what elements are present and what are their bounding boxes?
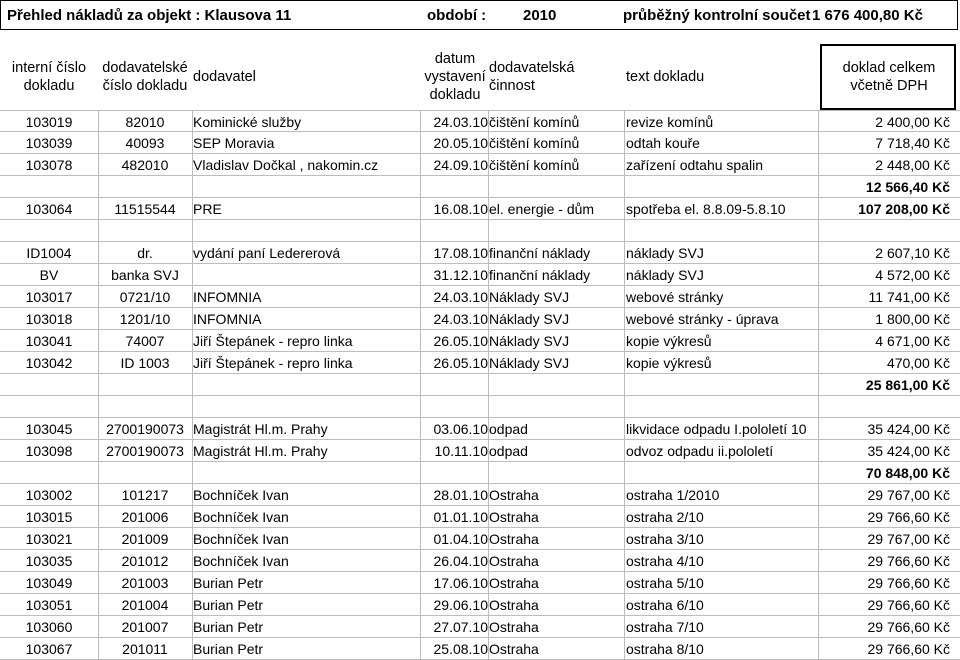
issue-date-cell: 24.09.10 [433, 157, 488, 173]
supplier-cell: Magistrát Hl.m. Prahy [193, 443, 328, 459]
supplier-activity-cell: čištění komínů [489, 157, 580, 173]
internal-number-cell: 103051 [25, 597, 73, 613]
doc-text-cell: náklady SVJ [626, 267, 704, 283]
internal-number-cell: 103035 [25, 553, 73, 569]
doc-total-cell: 25 861,00 Kč [865, 377, 950, 393]
internal-number-cell: 103098 [25, 443, 73, 459]
doc-text-cell: ostraha 4/10 [626, 553, 704, 569]
header-supplier-doc-number: dodavatelské číslo dokladu [102, 60, 188, 94]
supplier-activity-cell: Ostraha [489, 619, 539, 635]
internal-number-cell: 103021 [25, 531, 73, 547]
doc-total-cell: 2 607,10 Kč [875, 245, 950, 261]
period-value: 2010 [523, 7, 557, 24]
doc-total-cell: 7 718,40 Kč [875, 135, 950, 151]
supplier-doc-number-cell: 11515544 [114, 201, 176, 217]
doc-total-cell: 29 767,00 Kč [867, 531, 950, 547]
supplier-doc-number-cell: dr. [137, 245, 153, 261]
issue-date-cell: 25.08.10 [433, 641, 488, 657]
supplier-activity-cell: Ostraha [489, 509, 539, 525]
doc-total-cell: 29 766,60 Kč [867, 619, 950, 635]
doc-total-cell: 35 424,00 Kč [867, 443, 950, 459]
supplier-cell: INFOMNIA [193, 289, 262, 305]
supplier-cell: Magistrát Hl.m. Prahy [193, 421, 328, 437]
issue-date-cell: 31.12.10 [433, 267, 488, 283]
table-row [0, 440, 960, 462]
supplier-activity-cell: čištění komínů [489, 135, 580, 151]
supplier-cell: Bochníček Ivan [193, 531, 289, 547]
doc-total-cell: 2 400,00 Kč [875, 114, 950, 130]
supplier-doc-number-cell: 101217 [121, 487, 169, 503]
header-doc-text: text dokladu [626, 69, 705, 85]
issue-date-cell: 03.06.10 [433, 421, 488, 437]
internal-number-cell: 103015 [25, 509, 73, 525]
doc-text-cell: ostraha 6/10 [626, 597, 704, 613]
supplier-cell: Kominické služby [193, 114, 302, 130]
supplier-doc-number-cell: 201003 [121, 575, 169, 591]
supplier-activity-cell: Ostraha [489, 553, 539, 569]
doc-total-cell: 35 424,00 Kč [867, 421, 950, 437]
issue-date-cell: 27.07.10 [433, 619, 488, 635]
doc-total-cell: 29 766,60 Kč [867, 597, 950, 613]
supplier-doc-number-cell: banka SVJ [111, 267, 179, 283]
internal-number-cell: 103041 [25, 333, 73, 349]
column-divider [420, 110, 421, 660]
table-row [0, 418, 960, 440]
supplier-activity-cell: Náklady SVJ [489, 355, 570, 371]
supplier-activity-cell: čištění komínů [489, 114, 580, 130]
doc-total-cell: 2 448,00 Kč [875, 157, 950, 173]
subtotal-row [0, 176, 960, 198]
internal-number-cell: BV [39, 267, 59, 283]
internal-number-cell: 103060 [25, 619, 73, 635]
internal-number-cell: 103018 [25, 311, 73, 327]
table-row [0, 308, 960, 330]
supplier-cell: Vladislav Dočkal , nakomin.cz [193, 157, 379, 173]
supplier-activity-cell: odpad [489, 443, 528, 459]
supplier-activity-cell: finanční náklady [489, 267, 591, 283]
doc-text-cell: kopie výkresů [626, 333, 712, 349]
internal-number-cell: 103049 [25, 575, 73, 591]
supplier-activity-cell: Náklady SVJ [489, 333, 570, 349]
supplier-activity-cell: Náklady SVJ [489, 311, 570, 327]
doc-text-cell: náklady SVJ [626, 245, 704, 261]
doc-total-cell: 4 572,00 Kč [875, 267, 950, 283]
table-row [0, 220, 960, 242]
supplier-doc-number-cell: 482010 [121, 157, 169, 173]
issue-date-cell: 24.03.10 [433, 311, 488, 327]
supplier-cell: Bochníček Ivan [193, 487, 289, 503]
issue-date-cell: 28.01.10 [433, 487, 488, 503]
supplier-doc-number-cell: 0721/10 [119, 289, 171, 305]
table-row [0, 550, 960, 572]
issue-date-cell: 29.06.10 [433, 597, 488, 613]
supplier-doc-number-cell: 40093 [125, 135, 165, 151]
doc-text-cell: revize komínů [626, 114, 714, 130]
doc-text-cell: zařízení odtahu spalin [626, 157, 763, 173]
supplier-cell: Jiří Štepánek - repro linka [193, 333, 353, 349]
supplier-activity-cell: Ostraha [489, 597, 539, 613]
column-divider [818, 110, 819, 660]
table-row [0, 352, 960, 374]
supplier-activity-cell: el. energie - dům [489, 201, 595, 217]
supplier-cell: Burian Petr [193, 597, 264, 613]
table-row [0, 484, 960, 506]
issue-date-cell: 17.06.10 [433, 575, 488, 591]
doc-total-cell: 29 767,00 Kč [867, 487, 950, 503]
supplier-activity-cell: odpad [489, 421, 528, 437]
doc-total-cell: 29 766,60 Kč [867, 575, 950, 591]
issue-date-cell: 01.04.10 [433, 531, 488, 547]
title-bar [0, 0, 958, 30]
doc-total-cell: 4 671,00 Kč [875, 333, 950, 349]
supplier-activity-cell: Náklady SVJ [489, 289, 570, 305]
header-internal-number: interní číslo dokladu [11, 60, 87, 94]
table-row [0, 396, 960, 418]
internal-number-cell: 103045 [25, 421, 73, 437]
table-row [0, 594, 960, 616]
header-doc-total: doklad celkem včetně DPH [842, 60, 936, 94]
column-divider [488, 110, 489, 660]
column-divider [192, 110, 193, 660]
period-label: období : [427, 7, 487, 24]
issue-date-cell: 26.04.10 [433, 553, 488, 569]
subtotal-row [0, 374, 960, 396]
doc-text-cell: webové stránky - úprava [626, 311, 779, 327]
table-row [0, 132, 960, 154]
doc-text-cell: kopie výkresů [626, 355, 712, 371]
supplier-cell: Burian Petr [193, 575, 264, 591]
supplier-cell: vydání paní Ledererová [193, 245, 341, 261]
doc-text-cell: odvoz odpadu ii.pololetí [626, 443, 774, 459]
supplier-activity-cell: Ostraha [489, 531, 539, 547]
internal-number-cell: 103067 [25, 641, 73, 657]
supplier-activity-cell: finanční náklady [489, 245, 591, 261]
supplier-doc-number-cell: 201009 [121, 531, 169, 547]
supplier-doc-number-cell: 74007 [125, 333, 165, 349]
supplier-cell: Bochníček Ivan [193, 553, 289, 569]
internal-number-cell: 103002 [25, 487, 73, 503]
supplier-doc-number-cell: 201012 [121, 553, 169, 569]
doc-text-cell: odtah kouře [626, 135, 700, 151]
table-row [0, 506, 960, 528]
running-total-label: průběžný kontrolní součet [623, 7, 811, 24]
table-row [0, 616, 960, 638]
internal-number-cell: 103078 [25, 157, 73, 173]
doc-text-cell: ostraha 8/10 [626, 641, 704, 657]
doc-text-cell: ostraha 2/10 [626, 509, 704, 525]
doc-text-cell: webové stránky [626, 289, 724, 305]
table-row [0, 154, 960, 176]
doc-total-cell: 29 766,60 Kč [867, 509, 950, 525]
supplier-activity-cell: Ostraha [489, 487, 539, 503]
issue-date-cell: 17.08.10 [433, 245, 488, 261]
issue-date-cell: 01.01.10 [433, 509, 488, 525]
table-row [0, 286, 960, 308]
doc-text-cell: ostraha 7/10 [626, 619, 704, 635]
header-supplier: dodavatel [193, 69, 256, 85]
internal-number-cell: 103064 [25, 201, 73, 217]
supplier-doc-number-cell: 201011 [122, 641, 168, 657]
table-row [0, 330, 960, 352]
supplier-cell: SEP Moravia [193, 135, 275, 151]
table-row [0, 638, 960, 660]
table-row [0, 264, 960, 286]
doc-total-cell: 470,00 Kč [886, 355, 950, 371]
table-row [0, 572, 960, 594]
issue-date-cell: 24.03.10 [433, 114, 488, 130]
doc-text-cell: spotřeba el. 8.8.09-5.8.10 [626, 201, 786, 217]
supplier-doc-number-cell: 201004 [121, 597, 169, 613]
table-row [0, 528, 960, 550]
doc-total-cell: 70 848,00 Kč [865, 465, 950, 481]
supplier-doc-number-cell: ID 1003 [120, 355, 170, 371]
issue-date-cell: 16.08.10 [433, 201, 488, 217]
supplier-cell: Bochníček Ivan [193, 509, 289, 525]
doc-total-cell: 29 766,60 Kč [867, 553, 950, 569]
supplier-activity-cell: Ostraha [489, 641, 539, 657]
internal-number-cell: ID1004 [26, 245, 72, 261]
supplier-doc-number-cell: 2700190073 [106, 421, 184, 437]
column-divider [624, 110, 625, 660]
header-issue-date: datum vystavení dokladu [424, 51, 486, 103]
issue-date-cell: 20.05.10 [433, 135, 488, 151]
supplier-cell: Burian Petr [193, 641, 264, 657]
supplier-cell: PRE [193, 201, 222, 217]
supplier-cell: INFOMNIA [193, 311, 262, 327]
internal-number-cell: 103017 [25, 289, 73, 305]
column-divider [98, 110, 99, 660]
internal-number-cell: 103042 [25, 355, 73, 371]
table-row [0, 110, 960, 132]
sheet-title: Přehled nákladů za objekt : Klausova 11 [7, 7, 292, 24]
supplier-doc-number-cell: 201007 [121, 619, 169, 635]
doc-text-cell: ostraha 5/10 [626, 575, 704, 591]
supplier-doc-number-cell: 82010 [125, 114, 165, 130]
doc-total-cell: 12 566,40 Kč [865, 179, 950, 195]
internal-number-cell: 103039 [25, 135, 73, 151]
table-row [0, 198, 960, 220]
doc-text-cell: likvidace odpadu I.pololetí 10 [626, 421, 807, 437]
doc-total-cell: 11 741,00 Kč [868, 289, 950, 305]
subtotal-row [0, 462, 960, 484]
supplier-cell: Jiří Štepánek - repro linka [193, 355, 353, 371]
doc-total-cell: 1 800,00 Kč [875, 311, 950, 327]
supplier-activity-cell: Ostraha [489, 575, 539, 591]
supplier-cell: Burian Petr [193, 619, 264, 635]
supplier-doc-number-cell: 1201/10 [119, 311, 171, 327]
internal-number-cell: 103019 [25, 114, 73, 130]
table-row [0, 242, 960, 264]
issue-date-cell: 10.11.10 [434, 443, 488, 459]
doc-total-cell: 29 766,60 Kč [867, 641, 950, 657]
running-total-value: 1 676 400,80 Kč [812, 7, 923, 24]
supplier-doc-number-cell: 201006 [121, 509, 169, 525]
issue-date-cell: 24.03.10 [433, 289, 488, 305]
doc-text-cell: ostraha 1/2010 [626, 487, 720, 503]
doc-text-cell: ostraha 3/10 [626, 531, 704, 547]
supplier-doc-number-cell: 2700190073 [106, 443, 184, 459]
doc-total-cell: 107 208,00 Kč [858, 201, 950, 217]
header-supplier-activity: dodavatelská činnost [489, 60, 575, 94]
issue-date-cell: 26.05.10 [433, 355, 488, 371]
issue-date-cell: 26.05.10 [433, 333, 488, 349]
